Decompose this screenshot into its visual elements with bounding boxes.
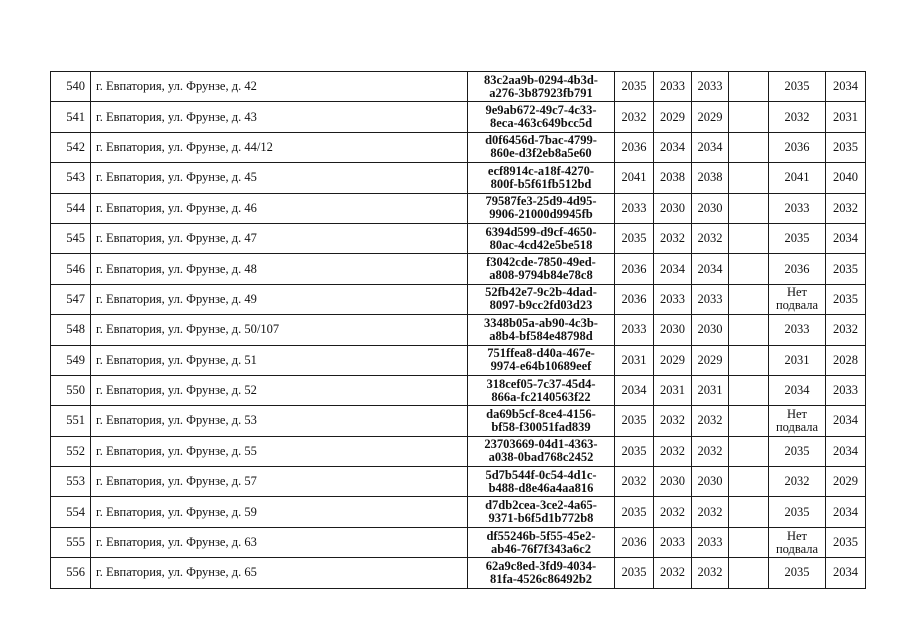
table-row bbox=[51, 527, 866, 557]
guid-cell bbox=[468, 558, 615, 588]
year-cell-5: 2034 bbox=[826, 436, 866, 466]
guid-cell bbox=[468, 406, 615, 436]
year-cell-1: 2041 bbox=[615, 163, 654, 193]
year-cell-5: 2040 bbox=[826, 163, 866, 193]
address-cell: г. Евпатория, ул. Фрунзе, д. 52 bbox=[91, 375, 468, 405]
guid-cell bbox=[468, 467, 615, 497]
year-cell-1: 2035 bbox=[615, 497, 654, 527]
guid-line-1: f3042cde-7850-49ed- bbox=[486, 255, 596, 270]
basement-line-1: 2036 bbox=[784, 139, 810, 154]
year-cell-1: 2035 bbox=[615, 558, 654, 588]
basement-cell bbox=[769, 163, 826, 193]
row-number: 546 bbox=[51, 254, 91, 284]
year-cell-4 bbox=[729, 254, 769, 284]
table-row bbox=[51, 284, 866, 314]
year-cell-5: 2035 bbox=[826, 284, 866, 314]
year-cell-4 bbox=[729, 72, 769, 102]
row-number: 544 bbox=[51, 193, 91, 223]
address-cell: г. Евпатория, ул. Фрунзе, д. 57 bbox=[91, 467, 468, 497]
basement-line-1: 2034 bbox=[784, 383, 810, 398]
table-row bbox=[51, 497, 866, 527]
address-cell: г. Евпатория, ул. Фрунзе, д. 44/12 bbox=[91, 132, 468, 162]
year-cell-5: 2034 bbox=[826, 497, 866, 527]
guid-line-1: d7db2cea-3ce2-4a65- bbox=[485, 498, 597, 513]
year-cell-3: 2033 bbox=[692, 527, 729, 557]
basement-cell bbox=[769, 223, 826, 253]
year-cell-2: 2032 bbox=[654, 406, 692, 436]
guid-cell bbox=[468, 223, 615, 253]
row-number: 542 bbox=[51, 132, 91, 162]
basement-cell bbox=[769, 375, 826, 405]
guid-line-2: b488-d8e46a4aa816 bbox=[488, 480, 594, 495]
basement-cell bbox=[769, 527, 826, 557]
row-number: 543 bbox=[51, 163, 91, 193]
table-row bbox=[51, 375, 866, 405]
year-cell-3: 2030 bbox=[692, 467, 729, 497]
table-row bbox=[51, 345, 866, 375]
year-cell-3: 2033 bbox=[692, 284, 729, 314]
year-cell-2: 2030 bbox=[654, 193, 692, 223]
document-table bbox=[50, 71, 866, 589]
guid-line-2: a276-3b87923fb791 bbox=[489, 85, 593, 100]
year-cell-5: 2035 bbox=[826, 527, 866, 557]
row-number: 541 bbox=[51, 102, 91, 132]
guid-line-1: 52fb42e7-9c2b-4dad- bbox=[485, 285, 597, 300]
guid-line-2: 9371-b6f5d1b772b8 bbox=[488, 511, 594, 526]
row-number: 550 bbox=[51, 375, 91, 405]
year-cell-2: 2029 bbox=[654, 102, 692, 132]
guid-line-1: df55246b-5f55-45e2- bbox=[486, 528, 596, 543]
basement-cell bbox=[769, 193, 826, 223]
guid-line-2: 81fa-4526c86492b2 bbox=[489, 571, 593, 586]
guid-line-2: 80ac-4cd42e5be518 bbox=[489, 237, 593, 252]
year-cell-1: 2036 bbox=[615, 527, 654, 557]
row-number: 540 bbox=[51, 72, 91, 102]
year-cell-2: 2032 bbox=[654, 497, 692, 527]
row-number: 555 bbox=[51, 527, 91, 557]
guid-line-1: 83c2aa9b-0294-4b3d- bbox=[484, 72, 598, 87]
table-row bbox=[51, 163, 866, 193]
year-cell-2: 2034 bbox=[654, 132, 692, 162]
basement-line-1: 2035 bbox=[784, 504, 810, 519]
year-cell-5: 2034 bbox=[826, 406, 866, 436]
table-row bbox=[51, 223, 866, 253]
basement-cell bbox=[769, 345, 826, 375]
address-cell: г. Евпатория, ул. Фрунзе, д. 51 bbox=[91, 345, 468, 375]
year-cell-2: 2038 bbox=[654, 163, 692, 193]
year-cell-4 bbox=[729, 527, 769, 557]
year-cell-2: 2033 bbox=[654, 284, 692, 314]
year-cell-3: 2029 bbox=[692, 102, 729, 132]
basement-line-1: Нет bbox=[786, 285, 808, 300]
address-cell: г. Евпатория, ул. Фрунзе, д. 45 bbox=[91, 163, 468, 193]
year-cell-4 bbox=[729, 436, 769, 466]
address-cell: г. Евпатория, ул. Фрунзе, д. 42 bbox=[91, 72, 468, 102]
table-body bbox=[51, 72, 866, 589]
basement-line-1: 2035 bbox=[784, 565, 810, 580]
basement-line-1: Нет bbox=[786, 406, 808, 421]
guid-line-2: ab46-76f7f343a6c2 bbox=[491, 541, 591, 556]
guid-line-1: 751ffea8-d40a-467e- bbox=[487, 346, 595, 361]
year-cell-2: 2033 bbox=[654, 527, 692, 557]
table-row bbox=[51, 72, 866, 102]
basement-line-1: 2033 bbox=[784, 322, 810, 337]
year-cell-3: 2032 bbox=[692, 223, 729, 253]
table-row bbox=[51, 193, 866, 223]
guid-line-2: 800f-b5f61fb512bd bbox=[490, 176, 592, 191]
table-row bbox=[51, 467, 866, 497]
basement-cell bbox=[769, 102, 826, 132]
basement-cell bbox=[769, 467, 826, 497]
table-row bbox=[51, 254, 866, 284]
address-cell: г. Евпатория, ул. Фрунзе, д. 43 bbox=[91, 102, 468, 132]
year-cell-2: 2029 bbox=[654, 345, 692, 375]
basement-line-2: подвала bbox=[775, 541, 819, 556]
guid-line-2: 866a-fc2140563f22 bbox=[491, 389, 591, 404]
row-number: 549 bbox=[51, 345, 91, 375]
basement-line-1: 2035 bbox=[784, 231, 810, 246]
row-number: 545 bbox=[51, 223, 91, 253]
guid-cell bbox=[468, 193, 615, 223]
guid-line-2: a038-0bad768c2452 bbox=[488, 450, 594, 465]
row-number: 547 bbox=[51, 284, 91, 314]
year-cell-2: 2030 bbox=[654, 315, 692, 345]
guid-line-2: 9974-e64b10689eef bbox=[490, 359, 592, 374]
address-cell: г. Евпатория, ул. Фрунзе, д. 46 bbox=[91, 193, 468, 223]
year-cell-1: 2035 bbox=[615, 72, 654, 102]
year-cell-4 bbox=[729, 223, 769, 253]
address-cell: г. Евпатория, ул. Фрунзе, д. 63 bbox=[91, 527, 468, 557]
year-cell-2: 2033 bbox=[654, 72, 692, 102]
year-cell-3: 2032 bbox=[692, 436, 729, 466]
guid-cell bbox=[468, 284, 615, 314]
guid-line-1: 5d7b544f-0c54-4d1c- bbox=[485, 467, 597, 482]
guid-line-1: d0f6456d-7bac-4799- bbox=[485, 133, 597, 148]
guid-line-2: 9906-21000d9945fb bbox=[489, 207, 593, 222]
year-cell-5: 2035 bbox=[826, 254, 866, 284]
guid-line-2: a8b4-bf584e48798d bbox=[489, 328, 593, 343]
year-cell-2: 2032 bbox=[654, 436, 692, 466]
guid-cell bbox=[468, 72, 615, 102]
row-number: 552 bbox=[51, 436, 91, 466]
year-cell-1: 2032 bbox=[615, 467, 654, 497]
year-cell-4 bbox=[729, 375, 769, 405]
basement-cell bbox=[769, 406, 826, 436]
guid-cell bbox=[468, 102, 615, 132]
year-cell-1: 2033 bbox=[615, 193, 654, 223]
year-cell-3: 2030 bbox=[692, 315, 729, 345]
year-cell-3: 2032 bbox=[692, 497, 729, 527]
year-cell-2: 2031 bbox=[654, 375, 692, 405]
basement-line-1: 2031 bbox=[784, 352, 810, 367]
year-cell-2: 2032 bbox=[654, 223, 692, 253]
year-cell-3: 2034 bbox=[692, 132, 729, 162]
guid-cell bbox=[468, 345, 615, 375]
year-cell-5: 2034 bbox=[826, 223, 866, 253]
table-row bbox=[51, 558, 866, 588]
year-cell-5: 2029 bbox=[826, 467, 866, 497]
year-cell-4 bbox=[729, 406, 769, 436]
table-row bbox=[51, 436, 866, 466]
guid-line-1: da69b5cf-8ce4-4156- bbox=[486, 406, 596, 421]
basement-cell bbox=[769, 558, 826, 588]
year-cell-4 bbox=[729, 558, 769, 588]
year-cell-3: 2032 bbox=[692, 558, 729, 588]
address-cell: г. Евпатория, ул. Фрунзе, д. 55 bbox=[91, 436, 468, 466]
year-cell-3: 2029 bbox=[692, 345, 729, 375]
basement-cell bbox=[769, 315, 826, 345]
year-cell-3: 2033 bbox=[692, 72, 729, 102]
basement-line-1: 2035 bbox=[784, 79, 810, 94]
guid-line-1: 9e9ab672-49c7-4c33- bbox=[485, 103, 597, 118]
table-row bbox=[51, 315, 866, 345]
guid-line-1: 79587fe3-25d9-4d95- bbox=[485, 194, 597, 209]
year-cell-3: 2031 bbox=[692, 375, 729, 405]
basement-cell bbox=[769, 497, 826, 527]
year-cell-5: 2032 bbox=[826, 315, 866, 345]
year-cell-4 bbox=[729, 315, 769, 345]
row-number: 554 bbox=[51, 497, 91, 527]
guid-cell bbox=[468, 375, 615, 405]
basement-cell bbox=[769, 254, 826, 284]
year-cell-1: 2035 bbox=[615, 406, 654, 436]
basement-cell bbox=[769, 284, 826, 314]
year-cell-1: 2035 bbox=[615, 223, 654, 253]
year-cell-5: 2034 bbox=[826, 558, 866, 588]
guid-line-1: ecf8914c-a18f-4270- bbox=[487, 163, 595, 178]
guid-cell bbox=[468, 315, 615, 345]
guid-line-1: 23703669-04d1-4363- bbox=[484, 437, 598, 452]
address-cell: г. Евпатория, ул. Фрунзе, д. 65 bbox=[91, 558, 468, 588]
guid-line-1: 318cef05-7c37-45d4- bbox=[486, 376, 596, 391]
row-number: 548 bbox=[51, 315, 91, 345]
basement-line-1: 2032 bbox=[784, 474, 810, 489]
guid-cell bbox=[468, 436, 615, 466]
year-cell-4 bbox=[729, 102, 769, 132]
year-cell-4 bbox=[729, 284, 769, 314]
address-cell: г. Евпатория, ул. Фрунзе, д. 48 bbox=[91, 254, 468, 284]
address-cell: г. Евпатория, ул. Фрунзе, д. 49 bbox=[91, 284, 468, 314]
year-cell-1: 2031 bbox=[615, 345, 654, 375]
year-cell-1: 2033 bbox=[615, 315, 654, 345]
guid-line-2: 860e-d3f2eb8a5e60 bbox=[490, 146, 592, 161]
guid-cell bbox=[468, 254, 615, 284]
guid-cell bbox=[468, 163, 615, 193]
basement-line-1: 2032 bbox=[784, 109, 810, 124]
year-cell-1: 2034 bbox=[615, 375, 654, 405]
basement-cell bbox=[769, 132, 826, 162]
address-cell: г. Евпатория, ул. Фрунзе, д. 50/107 bbox=[91, 315, 468, 345]
year-cell-5: 2028 bbox=[826, 345, 866, 375]
row-number: 553 bbox=[51, 467, 91, 497]
guid-cell bbox=[468, 497, 615, 527]
guid-cell bbox=[468, 527, 615, 557]
guid-line-2: 8eca-463c649bcc5d bbox=[489, 116, 593, 131]
basement-line-1: 2036 bbox=[784, 261, 810, 276]
year-cell-5: 2035 bbox=[826, 132, 866, 162]
basement-line-1: 2035 bbox=[784, 443, 810, 458]
year-cell-2: 2030 bbox=[654, 467, 692, 497]
year-cell-4 bbox=[729, 345, 769, 375]
basement-cell bbox=[769, 72, 826, 102]
table-row bbox=[51, 102, 866, 132]
guid-line-2: a808-9794b84e78c8 bbox=[489, 268, 593, 283]
year-cell-1: 2032 bbox=[615, 102, 654, 132]
year-cell-1: 2036 bbox=[615, 284, 654, 314]
year-cell-1: 2035 bbox=[615, 436, 654, 466]
address-cell: г. Евпатория, ул. Фрунзе, д. 59 bbox=[91, 497, 468, 527]
table-row bbox=[51, 406, 866, 436]
year-cell-3: 2032 bbox=[692, 406, 729, 436]
guid-line-1: 6394d599-d9cf-4650- bbox=[485, 224, 597, 239]
year-cell-4 bbox=[729, 497, 769, 527]
year-cell-5: 2034 bbox=[826, 72, 866, 102]
basement-line-2: подвала bbox=[775, 298, 819, 313]
row-number: 556 bbox=[51, 558, 91, 588]
basement-line-2: подвала bbox=[775, 419, 819, 434]
basement-line-1: Нет bbox=[786, 528, 808, 543]
guid-cell bbox=[468, 132, 615, 162]
year-cell-5: 2032 bbox=[826, 193, 866, 223]
year-cell-2: 2034 bbox=[654, 254, 692, 284]
basement-line-1: 2041 bbox=[784, 170, 810, 185]
year-cell-4 bbox=[729, 132, 769, 162]
basement-line-1: 2033 bbox=[784, 200, 810, 215]
guid-line-1: 3348b05a-ab90-4c3b- bbox=[484, 315, 598, 330]
table-row bbox=[51, 132, 866, 162]
year-cell-2: 2032 bbox=[654, 558, 692, 588]
row-number: 551 bbox=[51, 406, 91, 436]
address-cell: г. Евпатория, ул. Фрунзе, д. 47 bbox=[91, 223, 468, 253]
year-cell-4 bbox=[729, 163, 769, 193]
year-cell-4 bbox=[729, 467, 769, 497]
year-cell-4 bbox=[729, 193, 769, 223]
year-cell-3: 2030 bbox=[692, 193, 729, 223]
year-cell-1: 2036 bbox=[615, 254, 654, 284]
year-cell-5: 2033 bbox=[826, 375, 866, 405]
guid-line-2: 8097-b9cc2fd03d23 bbox=[489, 298, 593, 313]
guid-line-2: bf58-f30051fad839 bbox=[491, 419, 591, 434]
basement-cell bbox=[769, 436, 826, 466]
address-cell: г. Евпатория, ул. Фрунзе, д. 53 bbox=[91, 406, 468, 436]
year-cell-1: 2036 bbox=[615, 132, 654, 162]
year-cell-3: 2034 bbox=[692, 254, 729, 284]
guid-line-1: 62a9c8ed-3fd9-4034- bbox=[485, 558, 597, 573]
year-cell-5: 2031 bbox=[826, 102, 866, 132]
year-cell-3: 2038 bbox=[692, 163, 729, 193]
